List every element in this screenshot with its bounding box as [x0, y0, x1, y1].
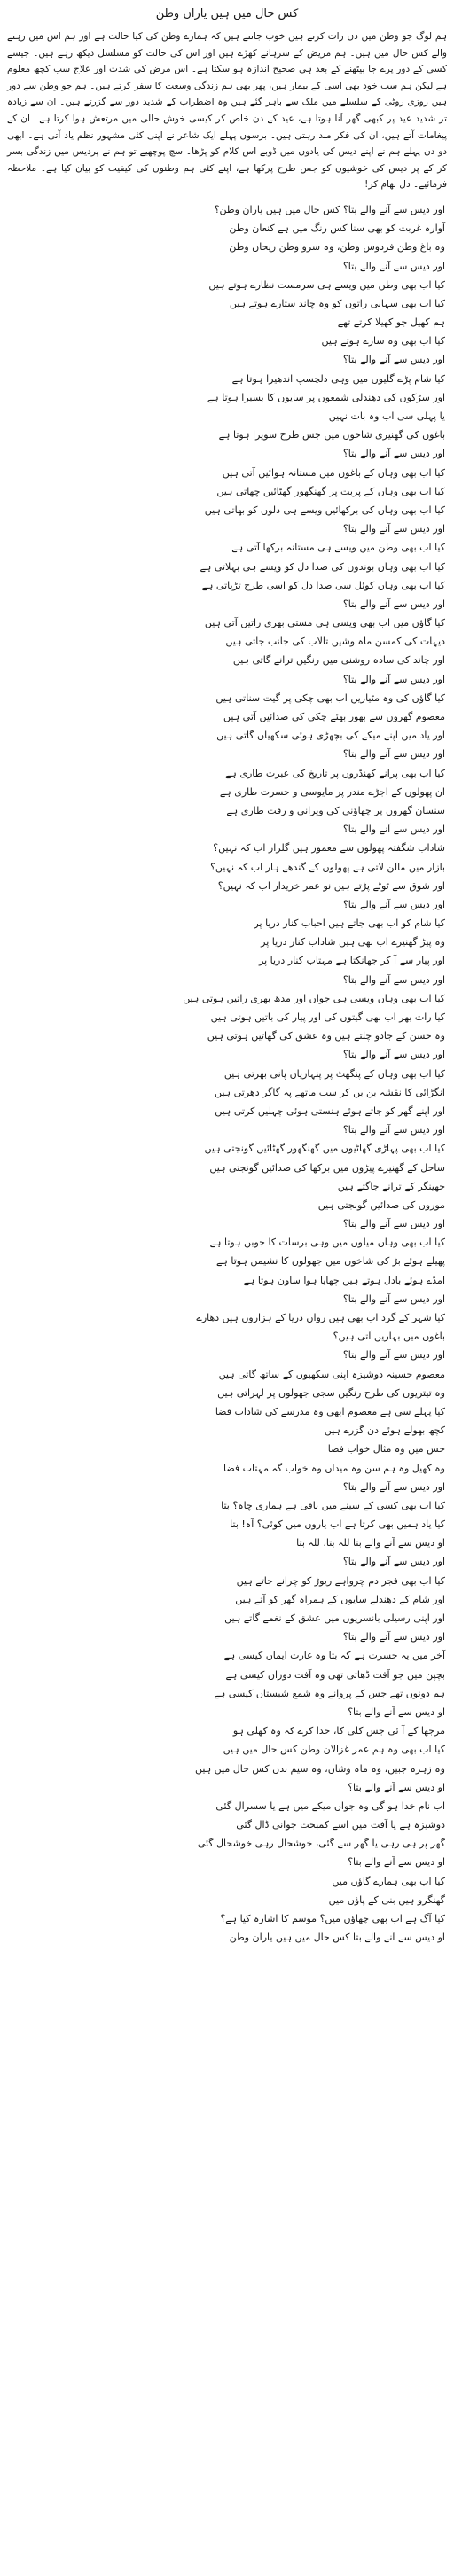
poem — [7, 200, 447, 1947]
poem-line: کیا یاد ہمیں بھی کرتا ہے اب یاروں میں کوئی؟ آہ! بتا — [230, 1518, 445, 1531]
poem-line: اور دیس سے آنے والے بتا؟ — [342, 1480, 445, 1493]
poem-line: کیا اب بھی وہاں کے پربت پر گھنگھور گھٹائیں چھاتی ہیں — [216, 485, 445, 497]
poem-line: وہ پیڑ گھنیرے اب بھی ہیں شاداب کنار دریا پر — [261, 936, 445, 948]
poem-line: اور چاند کی سادہ روشنی میں رنگین ترانے گاتی ہیں — [232, 654, 445, 667]
poem-line: اور دیس سے آنے والے بتا؟ — [342, 1218, 445, 1230]
poem-line: وہ تیتریوں کی طرح رنگین سجی جھولوں پر لہراتی ہیں — [217, 1386, 445, 1399]
poem-line: او دیس سے آنے والے بتا؟ — [348, 1856, 445, 1869]
poem-line: دوشیزہ ہے یا آفت میں اسے کمبخت جوانی ڈال گئی — [236, 1819, 445, 1831]
poem-line: معصوم گھروں سے بھور بھئے چکی کی صدائیں آتی ہیں — [223, 711, 445, 722]
poem-line: گھر پر ہی رہی یا گھر سے گئی، خوشحال رہی خوشحال گئی — [197, 1838, 445, 1850]
article-title: کس حال میں ہیں یاران وطن — [155, 7, 299, 20]
poem-line: آوارہ غربت کو بھی سنا کس رنگ میں ہے کنعان وطن — [229, 222, 445, 235]
poem-line: شاداب شگفتہ پھولوں سے معمور ہیں گلزار اب کہ نہیں؟ — [213, 842, 445, 855]
poem-line: امڈے ہوئے بادل ہوتے ہیں چھایا ہوا ساون ہوتا ہے — [243, 1274, 445, 1286]
poem-line: جس میں وہ مثال خواب فضا — [327, 1443, 445, 1456]
poem-line: باغوں میں بہاریں آتی ہیں؟ — [333, 1331, 445, 1343]
poem-line: اور دیس سے آنے والے بتا؟ — [342, 973, 445, 986]
poem-line: اور دیس سے آنے والے بتا؟ — [342, 523, 445, 535]
poem-line: اور دیس سے آنے والے بتا؟ — [342, 597, 445, 610]
poem-line: کیا شہر کے گرد اب بھی ہیں رواں دریا کے ہزاروں ہیں دھارے — [196, 1312, 445, 1323]
poem-line: اور دیس سے آنے والے بتا؟ — [342, 1049, 445, 1061]
article-intro: ہم لوگ جو وطن میں دن رات کرتے ہیں خوب جانتے ہیں کہ ہمارے وطن کی کیا حالت ہے اور ہم اس میں رہنے والے کس حال میں ہیں۔ ہم مریض کے سرہانے کھڑے ہیں اور اس کی حالت کو مسلسل دیکھ رہے ہیں۔ جیسے کسی کے دور پرے جا بیٹھنے کے بعد ہی صحیح اندازہ ہو سکتا ہے۔ اس مرض کی شدت اور علاج سب کچھ معلوم ہے لیکن ہم سب خود بھی اسی کے بیمار ہیں، پھر بھی ہم زندگی وسعت کا سفر کرتے ہیں۔ ہم جو وطن سے دور ہیں روزی روٹی کے سلسلے میں ملک سے باہر گئے ہیں وہ اضطراب کے شدید دور سے گزرتے ہیں۔ ان سے زیادہ تر شدید عید پر کبھی گھر آنا ہوتا ہے، عید کے دن خاص کر کیسی خوش حالی میں مرتعش ہوا کرتا ہے۔ ان کے پیغامات آتے ہیں، ان کی فکر مند رہتی ہیں۔ برسوں پہلے ایک شاعر نے اپنی کئی مشہور نظم یاد آتی ہے۔ ابھی دو دن پہلے ہم نے اپنے دیس کی یادوں میں ڈوبے اس کلام کو پڑھا۔ سچ پوچھیے تو ہم نے پردیس میں زندگی بسر کر کے پر دیس کی خوشیوں کو جس طرح پرکھا ہے، اپنے کئی ہم وطنوں کی کیفیت کو بیان کیا ہے۔ ملاحظہ فرمائیے۔ دل تھام کر! — [7, 31, 447, 191]
poem-line: اور دیس سے آنے والے بتا؟ — [342, 1349, 445, 1362]
poem-line: کیا پہلے سی ہے معصوم ابھی وہ مدرسے کی شاداب فضا — [215, 1405, 445, 1417]
poem-line: کیا اب بھی وہ سارے ہوتے ہیں — [321, 335, 445, 347]
poem-line: کیا اب بھی وہاں بوندوں کی صدا دل کو ویسے ہی بہلاتی ہے — [200, 560, 445, 573]
poem-line: کیا رات بھر اب بھی گیتوں کی اور پیار کی باتیں ہوتی ہیں — [210, 1011, 445, 1023]
poem-line: اور دیس سے آنے والے بتا؟ کس حال میں ہیں یاران وطن؟ — [214, 203, 445, 215]
poem-line: اور دیس سے آنے والے بتا؟ — [342, 898, 445, 910]
poem-line: اور اپنی رسیلی بانسریوں میں عشق کے نغمے گاتے ہیں — [224, 1612, 445, 1624]
poem-line: انگڑائی کا نقشہ بن بن کر سب ماتھے پہ گاگر دھرتی ہیں — [214, 1086, 445, 1098]
poem-line: اور اپنے گھر کو جاتے ہوئے ہنستی ہوئی چہلیں کرتی ہیں — [215, 1105, 445, 1117]
poem-line: کیا اب بھی پرانے کھنڈروں پر تاریخ کی عبرت طاری ہے — [224, 767, 445, 779]
poem-line: ان پھولوں کے اجڑے مندر پر مایوسی و حسرت طاری ہے — [219, 785, 445, 798]
poem-line: کیا اب بھی وہ ہم عمر غزالان وطن کس حال میں ہیں — [223, 1744, 445, 1756]
poem-line: باغوں کی گھنیری شاخوں میں جس طرح سویرا ہوتا ہے — [218, 429, 445, 441]
poem-line: کیا اب بھی کسی کے سینے میں باقی ہے ہماری چاہ؟ بتا — [221, 1499, 445, 1511]
poem-line: اور سڑکوں کی دھندلی شمعوں پر سایوں کا بسیرا ہوتا ہے — [207, 391, 445, 403]
poem-line: کیا گاؤں میں اب بھی ویسی ہی مستی بھری راتیں آتی ہیں — [204, 617, 445, 629]
poem-line: کیا شام کو اب بھی جاتے ہیں احباب کنار دریا پر — [254, 917, 445, 930]
poem-line: سنسان گھروں پر چھاؤنی کی ویرانی و رقت طاری ہے — [226, 804, 445, 816]
poem-line: ہم کھیل جو کھیلا کرتے تھے — [337, 316, 445, 329]
poem-line: موروں کی صدائیں گونجتی ہیں — [317, 1198, 445, 1211]
poem-line: کیا اب بھی وہاں کے پنگھٹ پر پنہاریاں پانی بھرتی ہیں — [223, 1067, 445, 1080]
poem-line: مرجھا کے آ ئی جس کلی کا، خدا کرے کہ وہ کھلی ہو — [232, 1725, 445, 1737]
poem-line: اور دیس سے آنے والے بتا؟ — [342, 1556, 445, 1568]
poem-line: وہ حسن کے جادو چلتے ہیں وہ عشق کی گھاتیں ہوتی ہیں — [207, 1030, 445, 1042]
poem-line: کیا اب بھی وطن میں ویسے ہی مستانہ برکھا آتی ہے — [231, 542, 445, 554]
poem-line: اور دیس سے آنے والے بتا؟ — [342, 260, 445, 272]
poem-line: کیا اب بھی وہاں کی برکھائیں ویسے ہی دلوں کو بھاتی ہیں — [204, 503, 445, 516]
poem-line: کیا اب بھی سہانی راتوں کو وہ چاند ستارے ہوتے ہیں — [229, 297, 445, 309]
poem-line: کیا اب بھی وہاں کوئل سی صدا دل کو اسی طرح تڑپاتی ہے — [201, 579, 445, 591]
poem-line: اور دیس سے آنے والے بتا؟ — [342, 1292, 445, 1305]
poem-line: کیا اب بھی وہاں کے باغوں میں مستانہ ہوائیں آتی ہیں — [222, 466, 445, 479]
poem-line: دیہات کی کمسن ماہ وشیں تالاب کی جانب جاتی ہیں — [225, 636, 445, 648]
poem-line: ہم دونوں تھے جس کے پروانے وہ شمع شبستاں کیسی ہے — [214, 1687, 445, 1699]
poem-line: او دیس سے آنے والے بتا للہ بتا، للہ بتا — [296, 1537, 445, 1550]
poem-line: اور دیس سے آنے والے بتا؟ — [342, 673, 445, 685]
poem-line: وہ کھیل وہ ہم سن وہ میداں وہ خواب گہ مہتاب فضا — [223, 1462, 445, 1474]
poem-line: کیا اب بھی فجر دم چرواہے ریوڑ کو چرانے جاتے ہیں — [236, 1574, 445, 1587]
poem-line: کیا اب بھی پہاڑی گھاٹیوں میں گھنگھور گھٹائیں گونجتی ہیں — [204, 1143, 445, 1155]
poem-line: اب نام خدا ہو گی وہ جواں میکے میں ہے یا سسرال گئی — [215, 1799, 445, 1812]
poem-line: ساحل کے گھنیرے پیڑوں میں برکھا کی صدائیں گونجتی ہیں — [209, 1161, 445, 1174]
poem-line: بچپن میں جو آفت ڈھاتی تھی وہ آفت دوراں کیسی ہے — [225, 1668, 445, 1681]
poem-line: او دیس سے آنے والے بتا؟ — [348, 1706, 445, 1718]
poem-line: جھینگر کے ترانے جاگتے ہیں — [337, 1180, 445, 1192]
poem-line: پھیلے ہوئے بڑ کی شاخوں میں جھولوں کا نشیمن ہوتا ہے — [215, 1255, 445, 1268]
poem-line: معصوم حسینہ دوشیزہ اپنی سکھیوں کے ساتھ گاتی ہیں — [218, 1368, 445, 1380]
poem-line: اور شوق سے ٹوٹے پڑتے ہیں نو عمر خریدار اب کہ نہیں؟ — [217, 879, 445, 892]
poem-line: کیا اب بھی ہمارے گاؤں میں — [332, 1875, 445, 1887]
poem-line: کیا گاؤں کی وہ مٹیاریں اب بھی چکی پر گیت سناتی ہیں — [215, 691, 445, 704]
poem-line: اور یاد میں اپنے میکے کی بچھڑی ہوئی سکھیاں گاتی ہیں — [216, 730, 445, 742]
poem-line: اور دیس سے آنے والے بتا؟ — [342, 1124, 445, 1136]
poem-line: کچھ بھولے ہوئے دن گزرے ہیں — [324, 1425, 445, 1437]
poem-line: اور دیس سے آنے والے بتا؟ — [342, 354, 445, 366]
poem-line: وہ زہرہ جبیں، وہ ماہ وشاں، وہ سیم بدن کس حال میں ہیں — [195, 1762, 445, 1775]
poem-line: اور دیس سے آنے والے بتا؟ — [342, 448, 445, 460]
poem-line: آخر میں یہ حسرت ہے کہ بتا وہ غارت ایماں کیسی ہے — [223, 1650, 445, 1662]
poem-line: گھنگرو ہیں بنی کے پاؤں میں — [328, 1893, 445, 1906]
poem-line: وہ باغ وطن فردوس وطن، وہ سرو وطن ریحان وطن — [229, 241, 445, 254]
poem-line: اور دیس سے آنے والے بتا؟ — [342, 1631, 445, 1643]
poem-line: کیا شام پڑے گلیوں میں وہی دلچسپ اندھیرا ہوتا ہے — [231, 372, 445, 385]
poem-line: بازار میں مالن لاتی ہے پھولوں کے گندھے ہار اب کہ نہیں؟ — [210, 861, 445, 873]
poem-line: اور شام کے دھندلے سایوں کے ہمراہ گھر کو آتے ہیں — [235, 1593, 445, 1605]
poem-line: او دیس سے آنے والے بتا؟ — [348, 1781, 445, 1793]
poem-line: اور پیار سے آ کر جھانکتا ہے مہتاب کنار دریا پر — [259, 955, 445, 967]
poem-line: یا پہلی سی اب وہ بات نہیں — [328, 410, 445, 422]
poem-line: کیا آگ ہے اب بھی چھاؤں میں؟ موسم کا اشارہ کیا ہے؟ — [220, 1913, 445, 1924]
poem-line: او دیس سے آنے والے بتا کس حال میں ہیں یاران وطن — [229, 1932, 445, 1944]
poem-line: اور دیس سے آنے والے بتا؟ — [342, 748, 445, 761]
poem-line: کیا اب بھی وطن میں ویسے ہی سرمست نظارے ہوتے ہیں — [208, 278, 445, 291]
poem-line: کیا اب بھی وہاں میلوں میں وہی برسات کا جوبن ہوتا ہے — [209, 1237, 445, 1249]
poem-line: اور دیس سے آنے والے بتا؟ — [342, 824, 445, 836]
poem-line: کیا اب بھی وہاں ویسی ہی جواں اور مدھ بھری راتیں ہوتی ہیں — [183, 992, 445, 1004]
